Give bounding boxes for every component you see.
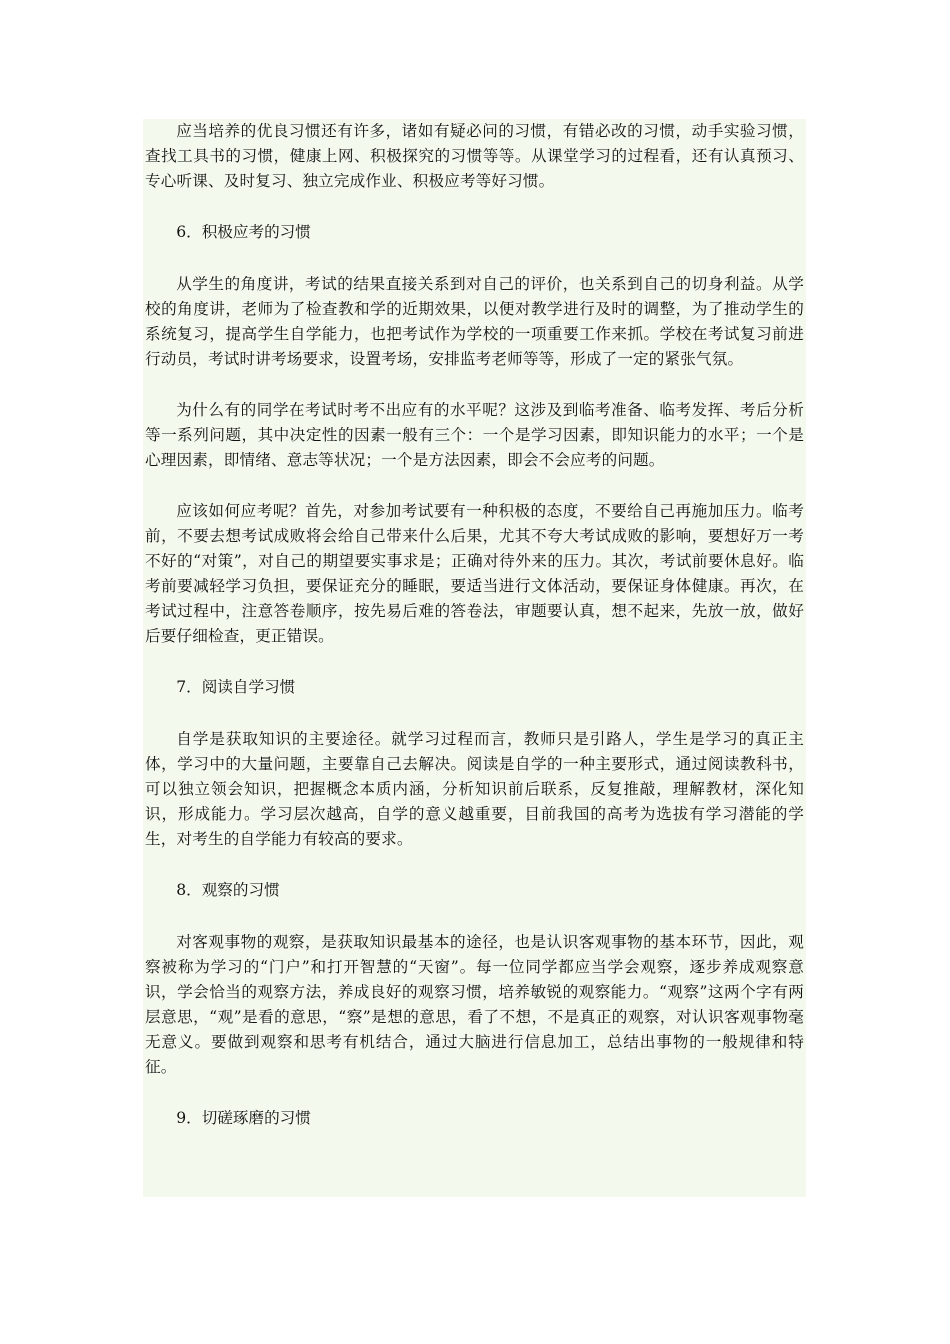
para-exam-importance: 从学生的角度讲，考试的结果直接关系到对自己的评价，也关系到自己的切身利益。从学校的角度讲，老师为了检查教和学的近期效果，以便对教学进行及时的调整，为了推动学生的系统复习，提高学生自学能力，也把考试作为学校的一项重要工作来抓。学校在考试复习前进行动员，考试时讲考场要求，设置考场，安排监考老师等等，形成了一定的紧张气氛。 <box>145 275 804 368</box>
heading-exam-habit: 6．积极应考的习惯 <box>176 223 311 241</box>
para-good-habits-summary: 应当培养的优良习惯还有许多，诸如有疑必问的习惯，有错必改的习惯，动手实验习惯，查找工具书的习惯，健康上网、积极探究的习惯等等。从课堂学习的过程看，还有认真预习、专心听课、及时复习、独立完成作业、积极应考等好习惯。 <box>145 122 804 190</box>
para-self-study: 自学是获取知识的主要途径。就学习过程而言，教师只是引路人，学生是学习的真正主体，学习中的大量问题，主要靠自己去解决。阅读是自学的一种主要形式，通过阅读教科书，可以独立领会知识，把握概念本质内涵，分析知识前后联系，反复推敲，理解教材，深化知识，形成能力。学习层次越高，自学的意义越重要，目前我国的高考为选拔有学习潜能的学生，对考生的自学能力有较高的要求。 <box>145 730 804 848</box>
heading-observation-habit: 8．观察的习惯 <box>176 881 280 899</box>
document-body <box>143 119 806 1197</box>
heading-pondering-habit: 9．切磋琢磨的习惯 <box>176 1109 311 1127</box>
para-exam-approach: 应该如何应考呢？首先，对参加考试要有一种积极的态度，不要给自己再施加压力。临考前，不要去想考试成败将会给自己带来什么后果，尤其不夸大考试成败的影响，要想好万一考不好的“对策”，对自己的期望要实事求是；正确对待外来的压力。其次，考试前要休息好。临考前要减轻学习负担，要保证充分的睡眠，要适当进行文体活动，要保证身体健康。再次，在考试过程中，注意答卷顺序，按先易后难的答卷法，审题要认真，想不起来，先放一放，做好后要仔细检查，更正错误。 <box>145 502 804 645</box>
para-observation: 对客观事物的观察，是获取知识最基本的途径，也是认识客观事物的基本环节，因此，观察被称为学习的“门户”和打开智慧的“天窗”。每一位同学都应当学会观察，逐步养成观察意识，学会恰当的观察方法，养成良好的观察习惯，培养敏锐的观察能力。“观察”这两个字有两层意思，“观”是看的意思，“察”是想的意思，看了不想，不是真正的观察，对认识客观事物毫无意义。要做到观察和思考有机结合，通过大脑进行信息加工，总结出事物的一般规律和特征。 <box>145 933 804 1076</box>
heading-self-study-habit: 7．阅读自学习惯 <box>176 678 296 696</box>
para-exam-factors: 为什么有的同学在考试时考不出应有的水平呢？这涉及到临考准备、临考发挥、考后分析等一系列问题，其中决定性的因素一般有三个：一个是学习因素，即知识能力的水平；一个是心理因素，即情绪、意志等状况；一个是方法因素，即会不会应考的问题。 <box>145 401 804 469</box>
